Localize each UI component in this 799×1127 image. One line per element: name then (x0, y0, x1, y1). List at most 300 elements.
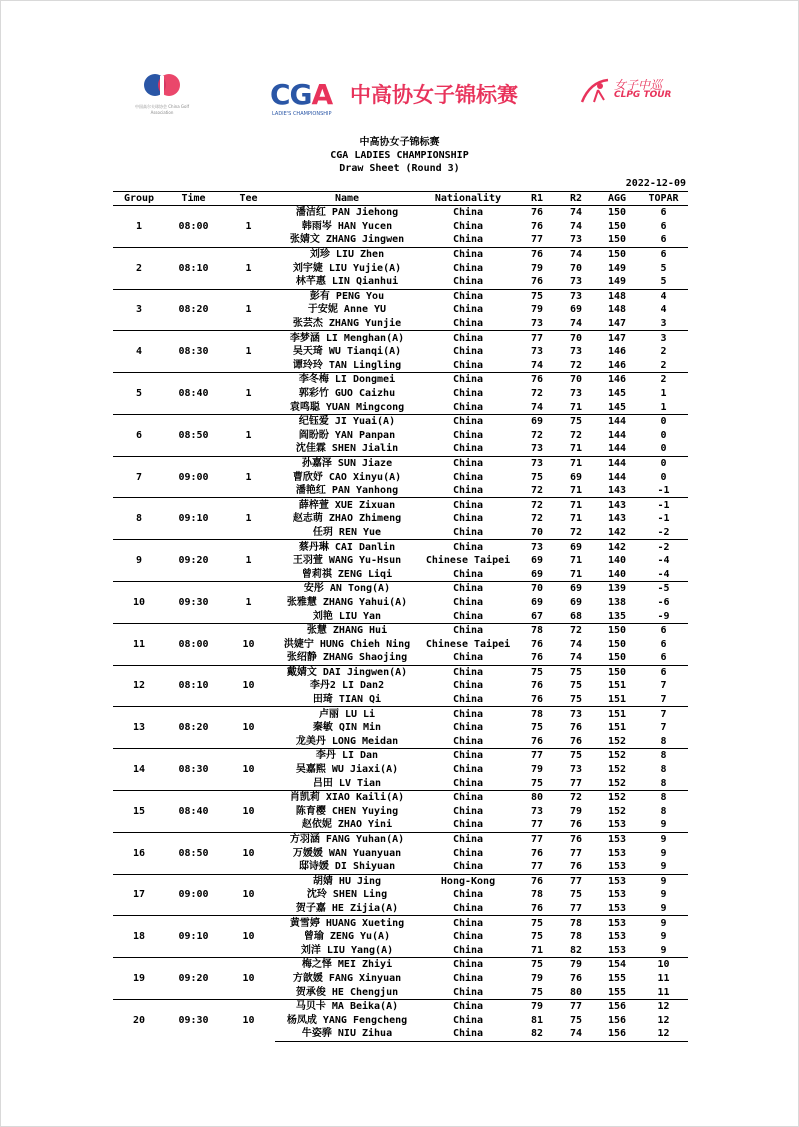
to-par: 3 (639, 331, 688, 345)
draw-date: 2022-12-09 (625, 178, 686, 189)
player-name: 吴天琦 WU Tianqi(A) (292, 346, 402, 358)
draw-sheet-subtitle: Draw Sheet (Round 3) (339, 163, 460, 174)
round2-score: 74 (557, 651, 595, 665)
player-name: 洪婕宁 HUNG Chieh Ning (283, 638, 411, 650)
table-row (113, 373, 688, 387)
to-par: 0 (660, 429, 667, 441)
player-name: 吕田 LV Tian (275, 776, 419, 790)
round2-score: 74 (557, 247, 595, 261)
document-titles (0, 136, 799, 175)
round2-score: 73 (557, 233, 595, 247)
round1-score: 76 (530, 847, 544, 859)
round1-score: 69 (517, 567, 557, 581)
aggregate-score: 149 (595, 275, 639, 289)
nationality: Hong-Kong (419, 874, 517, 888)
to-par: 9 (660, 931, 667, 943)
player-name: 薛梓萱 XUE Zixuan (275, 498, 419, 512)
nationality: China (419, 373, 517, 387)
aggregate-score: 151 (595, 707, 639, 721)
to-par: 3 (639, 317, 688, 331)
player-name: 刘宇婕 LIU Yujie(A) (292, 262, 402, 274)
player-name: 曾莉祺 ZENG Liqi (275, 567, 419, 581)
nationality: China (419, 985, 517, 999)
nationality: China (452, 304, 484, 316)
nationality: China (452, 805, 484, 817)
round2-score: 74 (569, 220, 583, 232)
round2-score: 74 (557, 1027, 595, 1041)
aggregate-score: 153 (595, 818, 639, 832)
nationality: China (419, 735, 517, 749)
nationality: China (419, 832, 517, 846)
tee-time: 08:20 (165, 289, 222, 331)
to-par: -9 (639, 609, 688, 623)
player-name: 贺承俊 HE Chengjun (275, 985, 419, 999)
nationality: China (419, 526, 517, 540)
player-name: 张芸杰 ZHANG Yunjie (275, 317, 419, 331)
aggregate-score: 140 (595, 567, 639, 581)
nationality: China (419, 776, 517, 790)
round1-score: 77 (517, 818, 557, 832)
round2-score: 77 (557, 874, 595, 888)
to-par: 8 (639, 790, 688, 804)
tee-number: 10 (222, 749, 275, 791)
to-par: 6 (660, 638, 667, 650)
nationality: China (419, 414, 517, 428)
nationality: China (452, 847, 484, 859)
to-par: 8 (639, 735, 688, 749)
to-par: 2 (639, 359, 688, 373)
round1-score: 75 (517, 289, 557, 303)
round1-score: 70 (517, 582, 557, 596)
brand-chinese-title: 中高协女子锦标赛 (350, 83, 518, 107)
group-number: 15 (113, 790, 165, 832)
round1-score: 75 (530, 722, 544, 734)
table-row (113, 958, 688, 972)
table-row (113, 749, 688, 763)
round1-score: 76 (530, 680, 544, 692)
player-name: 田琦 TIAN Qi (275, 693, 419, 707)
aggregate-score: 153 (607, 889, 627, 901)
round1-score: 72 (517, 484, 557, 498)
clpga-tour-logo (578, 76, 698, 110)
player-name: 孙嘉泽 SUN Jiaze (275, 456, 419, 470)
round1-score: 76 (517, 693, 557, 707)
to-par: 2 (639, 373, 688, 387)
round2-score: 75 (557, 414, 595, 428)
aggregate-score: 151 (607, 722, 627, 734)
table-row (113, 206, 688, 220)
aggregate-score: 144 (607, 429, 627, 441)
player-name: 彭有 PENG You (275, 289, 419, 303)
tee-number: 1 (222, 498, 275, 540)
player-name: 李丹 LI Dan (275, 749, 419, 763)
aggregate-score: 138 (607, 596, 627, 608)
round1-score: 77 (517, 331, 557, 345)
round2-score: 80 (557, 985, 595, 999)
aggregate-score: 155 (595, 985, 639, 999)
player-name: 刘洋 LIU Yang(A) (275, 943, 419, 957)
round1-score: 73 (517, 540, 557, 554)
round2-score: 76 (569, 972, 583, 984)
round2-score: 73 (569, 388, 583, 400)
tee-number: 1 (222, 540, 275, 582)
round2-score: 73 (557, 289, 595, 303)
tee-time: 09:00 (165, 874, 222, 916)
tee-time: 09:10 (165, 916, 222, 958)
table-row (113, 498, 688, 512)
nationality: China (419, 707, 517, 721)
player-name: 刘珍 LIU Zhen (275, 247, 419, 261)
aggregate-score: 143 (607, 513, 627, 525)
to-par: 10 (639, 958, 688, 972)
aggregate-score: 139 (595, 582, 639, 596)
round2-score: 69 (569, 304, 583, 316)
aggregate-score: 152 (595, 790, 639, 804)
round1-score: 69 (530, 596, 544, 608)
tee-number: 1 (222, 373, 275, 415)
aggregate-score: 152 (595, 776, 639, 790)
round2-score: 74 (557, 317, 595, 331)
to-par: 6 (639, 233, 688, 247)
nationality: China (419, 540, 517, 554)
clpga-english: CLPG TOUR (614, 90, 672, 100)
round2-score: 72 (557, 623, 595, 637)
to-par: 9 (639, 832, 688, 846)
title-chinese: 中高协女子锦标赛 (359, 137, 440, 148)
aggregate-score: 151 (595, 693, 639, 707)
round2-score: 71 (569, 513, 583, 525)
round2-score: 76 (557, 832, 595, 846)
tee-time: 09:20 (165, 540, 222, 582)
tee-number: 10 (222, 707, 275, 749)
player-name: 胡婧 HU Jing (275, 874, 419, 888)
table-row (113, 623, 688, 637)
to-par: 4 (639, 289, 688, 303)
round1-score: 79 (530, 304, 544, 316)
nationality: China (452, 513, 484, 525)
tee-number: 1 (222, 456, 275, 498)
aggregate-score: 152 (595, 749, 639, 763)
to-par: -2 (639, 526, 688, 540)
table-row (113, 999, 688, 1013)
cga-emblem-logo (134, 70, 190, 115)
aggregate-score: 156 (595, 1027, 639, 1041)
table-row (113, 582, 688, 596)
to-par: 4 (660, 304, 667, 316)
tee-time: 09:30 (165, 999, 222, 1041)
nationality: Chinese Taipei (425, 638, 511, 650)
round1-score: 75 (517, 958, 557, 972)
aggregate-score: 150 (607, 220, 627, 232)
aggregate-score: 146 (595, 359, 639, 373)
aggregate-score: 152 (595, 735, 639, 749)
to-par: 9 (639, 902, 688, 916)
nationality: China (419, 275, 517, 289)
group-number: 13 (113, 707, 165, 749)
player-name: 牛姿骅 NIU Zihua (275, 1027, 419, 1041)
table-row (113, 790, 688, 804)
nationality: China (452, 764, 484, 776)
round1-score: 73 (517, 442, 557, 456)
to-par: 8 (639, 749, 688, 763)
round2-score: 71 (557, 498, 595, 512)
nationality: China (419, 582, 517, 596)
round1-score: 72 (517, 498, 557, 512)
to-par: 6 (660, 220, 667, 232)
nationality: China (419, 999, 517, 1013)
nationality: China (419, 247, 517, 261)
tee-time: 08:50 (165, 832, 222, 874)
nationality: China (452, 429, 484, 441)
tee-time: 08:00 (165, 206, 222, 248)
player-name: 沈佳霖 SHEN Jialin (275, 442, 419, 456)
player-name: 邸诗媛 DI Shiyuan (275, 860, 419, 874)
round2-score: 70 (557, 373, 595, 387)
aggregate-score: 153 (595, 902, 639, 916)
tee-number: 10 (222, 665, 275, 707)
aggregate-score: 145 (595, 400, 639, 414)
player-name: 陈育樱 CHEN Yuying (295, 805, 399, 817)
player-name: 卢丽 LU Li (275, 707, 419, 721)
player-name: 任玥 REN Yue (275, 526, 419, 540)
nationality: China (419, 484, 517, 498)
to-par: 6 (639, 247, 688, 261)
aggregate-score: 145 (607, 388, 627, 400)
round1-score: 72 (530, 513, 544, 525)
table-row (113, 832, 688, 846)
tee-number: 1 (222, 247, 275, 289)
table-row (113, 665, 688, 679)
col-header-agg: AGG (607, 192, 627, 204)
group-number: 9 (113, 540, 165, 582)
player-name: 于安妮 Anne YU (307, 304, 387, 316)
table-body (113, 206, 688, 1042)
player-name: 曹欣妤 CAO Xinyu(A) (292, 471, 402, 483)
tee-number: 10 (222, 999, 275, 1041)
round1-score: 79 (530, 972, 544, 984)
round2-score: 73 (569, 764, 583, 776)
player-name: 张绍静 ZHANG Shaojing (275, 651, 419, 665)
to-par: -6 (657, 596, 670, 608)
tee-number: 10 (222, 958, 275, 1000)
nationality: China (452, 220, 484, 232)
round1-score: 79 (517, 999, 557, 1013)
round1-score: 75 (517, 916, 557, 930)
aggregate-score: 156 (607, 1014, 627, 1026)
table-row (113, 331, 688, 345)
round1-score: 73 (517, 456, 557, 470)
player-name: 贺子嘉 HE Zijia(A) (275, 902, 419, 916)
player-name: 万媛媛 WAN Yuanyuan (292, 847, 402, 859)
player-name: 曾瑜 ZENG Yu(A) (303, 931, 391, 943)
nationality: China (419, 902, 517, 916)
group-number: 1 (113, 206, 165, 248)
to-par: -1 (639, 484, 688, 498)
round1-score: 78 (530, 889, 544, 901)
round2-score: 71 (557, 456, 595, 470)
round2-score: 78 (557, 916, 595, 930)
to-par: 1 (660, 388, 667, 400)
col-header-time: Time (181, 192, 206, 204)
aggregate-score: 152 (607, 764, 627, 776)
tee-time: 08:30 (165, 331, 222, 373)
to-par: 9 (660, 847, 667, 859)
player-name: 潘艳红 PAN Yanhong (275, 484, 419, 498)
tee-time: 08:10 (165, 665, 222, 707)
round1-score: 76 (530, 220, 544, 232)
round1-score: 77 (517, 749, 557, 763)
to-par: 7 (639, 707, 688, 721)
aggregate-score: 147 (595, 317, 639, 331)
to-par: 9 (639, 818, 688, 832)
round2-score: 75 (557, 693, 595, 707)
tee-number: 1 (222, 206, 275, 248)
player-name: 潘洁红 PAN Jiehong (275, 206, 419, 220)
aggregate-score: 146 (607, 346, 627, 358)
round1-score: 72 (530, 429, 544, 441)
player-name: 张慧 ZHANG Hui (275, 623, 419, 637)
round2-score: 75 (557, 749, 595, 763)
round1-score: 76 (517, 902, 557, 916)
group-number: 17 (113, 874, 165, 916)
player-name: 袁鸣聪 YUAN Mingcong (275, 400, 419, 414)
round1-score: 72 (530, 388, 544, 400)
nationality: China (452, 722, 484, 734)
round1-score: 75 (517, 665, 557, 679)
round1-score: 80 (517, 790, 557, 804)
group-number: 12 (113, 665, 165, 707)
player-name: 方羽涵 FANG Yuhan(A) (275, 832, 419, 846)
round2-score: 69 (557, 540, 595, 554)
round2-score: 76 (569, 722, 583, 734)
player-name: 纪钰爱 JI Yuai(A) (275, 414, 419, 428)
tee-time: 08:20 (165, 707, 222, 749)
table-row (113, 456, 688, 470)
nationality: China (452, 931, 484, 943)
nationality: China (419, 317, 517, 331)
round1-score: 76 (517, 206, 557, 220)
aggregate-score: 149 (607, 262, 627, 274)
player-name: 肖凯莉 XIAO Kaili(A) (275, 790, 419, 804)
col-header-tee: Tee (239, 192, 258, 204)
to-par: 6 (639, 651, 688, 665)
player-name: 龙美丹 LONG Meidan (275, 735, 419, 749)
nationality: China (419, 359, 517, 373)
tee-number: 1 (222, 289, 275, 331)
aggregate-score: 146 (595, 373, 639, 387)
round1-score: 77 (517, 832, 557, 846)
player-name: 赵依妮 ZHAO Yini (275, 818, 419, 832)
aggregate-score: 144 (595, 414, 639, 428)
nationality: China (452, 596, 484, 608)
nationality: China (419, 818, 517, 832)
tee-number: 10 (222, 916, 275, 958)
round1-score: 76 (517, 735, 557, 749)
nationality: China (419, 442, 517, 456)
player-name: 蔡丹琳 CAI Danlin (275, 540, 419, 554)
aggregate-score: 150 (595, 651, 639, 665)
golfer-swing-icon (578, 76, 614, 106)
aggregate-score: 154 (595, 958, 639, 972)
player-name: 安彤 AN Tong(A) (275, 582, 419, 596)
table-row (113, 874, 688, 888)
group-number: 7 (113, 456, 165, 498)
player-name: 杨凤成 YANG Fengcheng (286, 1014, 408, 1026)
round2-score: 79 (569, 805, 583, 817)
nationality: China (419, 289, 517, 303)
nationality: China (419, 651, 517, 665)
player-name: 黄雪婷 HUANG Xueting (275, 916, 419, 930)
table-row (113, 540, 688, 554)
to-par: 11 (657, 972, 670, 984)
to-par: 8 (660, 764, 667, 776)
aggregate-score: 142 (595, 540, 639, 554)
col-header-topar: TOPAR (648, 192, 679, 204)
tee-time: 09:20 (165, 958, 222, 1000)
player-name: 马贝卡 MA Beika(A) (275, 999, 419, 1013)
round2-score: 76 (557, 860, 595, 874)
round2-score: 69 (557, 582, 595, 596)
tee-time: 09:10 (165, 498, 222, 540)
round1-score: 73 (530, 805, 544, 817)
round2-score: 73 (569, 346, 583, 358)
player-name: 戴婧文 DAI Jingwen(A) (275, 665, 419, 679)
group-number: 14 (113, 749, 165, 791)
group-number: 18 (113, 916, 165, 958)
round1-score: 76 (517, 651, 557, 665)
aggregate-score: 153 (607, 931, 627, 943)
to-par: 0 (660, 471, 667, 483)
player-name: 张雅慧 ZHANG Yahui(A) (286, 596, 408, 608)
group-number: 10 (113, 582, 165, 624)
cga-emblem-icon (140, 70, 184, 104)
round2-score: 77 (557, 776, 595, 790)
aggregate-score: 150 (595, 233, 639, 247)
round1-score: 81 (530, 1014, 544, 1026)
nationality: China (419, 609, 517, 623)
to-par: 1 (639, 400, 688, 414)
round1-score: 75 (530, 471, 544, 483)
col-header-group: Group (123, 192, 155, 204)
group-number: 11 (113, 623, 165, 665)
to-par: 5 (639, 275, 688, 289)
aggregate-score: 148 (607, 304, 627, 316)
round2-score: 71 (569, 555, 583, 567)
player-name: 郭彩竹 GUO Caizhu (298, 388, 396, 400)
brand-subtitle: LADIE'S CHAMPIONSHIP (272, 111, 332, 117)
table-row (113, 414, 688, 428)
aggregate-score: 150 (595, 623, 639, 637)
aggregate-score: 135 (595, 609, 639, 623)
to-par: 9 (639, 943, 688, 957)
to-par: 12 (639, 1027, 688, 1041)
to-par: 9 (639, 916, 688, 930)
nationality: China (419, 206, 517, 220)
round1-score: 70 (517, 526, 557, 540)
nationality: China (419, 860, 517, 874)
nationality: China (452, 889, 484, 901)
aggregate-score: 144 (595, 456, 639, 470)
round2-score: 75 (557, 665, 595, 679)
round2-score: 77 (557, 999, 595, 1013)
tee-time: 08:40 (165, 373, 222, 415)
player-name: 张婧文 ZHANG Jingwen (275, 233, 419, 247)
round2-score: 77 (557, 902, 595, 916)
title-english: CGA LADIES CHAMPIONSHIP (330, 150, 469, 161)
round2-score: 71 (557, 400, 595, 414)
round1-score: 75 (517, 776, 557, 790)
round1-score: 74 (517, 400, 557, 414)
